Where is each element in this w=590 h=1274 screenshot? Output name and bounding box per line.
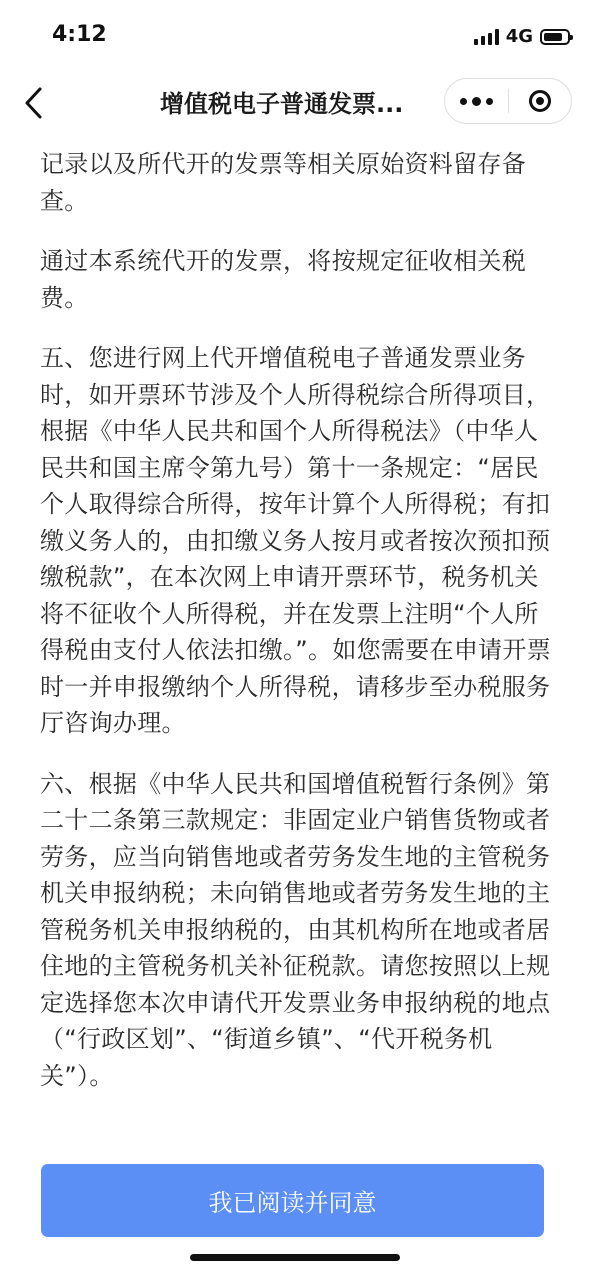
battery-icon — [540, 29, 570, 45]
battery-level — [544, 33, 562, 41]
target-circle-icon — [529, 90, 551, 112]
nav-bar — [0, 72, 590, 132]
home-indicator[interactable] — [190, 1254, 400, 1261]
status-bar — [0, 0, 590, 72]
agreement-content[interactable] — [40, 146, 554, 1118]
paragraph: 记录以及所代开的发票等相关原始资料留存备查。 — [40, 150, 526, 215]
back-button[interactable] — [20, 86, 50, 120]
page-title: 增值税电子普通发票... — [160, 90, 404, 118]
agree-button[interactable]: 我已阅读并同意 — [41, 1164, 544, 1237]
more-dots-icon — [460, 98, 467, 105]
more-button[interactable] — [445, 79, 508, 123]
paragraph: 通过本系统代开的发票，将按规定征收相关税费。 — [40, 247, 526, 312]
paragraph: 六、根据《中华人民共和国增值税暂行条例》第二十二条第三款规定：非固定业户销售货物或者劳务，应当向销售地或者劳务发生地的主管税务机关申报纳税；未向销售地或者劳务发生地的主管税务机关申报纳税的，由其机构所在地或者居住地的主管税务机关补征税款。请您按照以上规定选择您本次申请代开发票业务申报纳税的地点（“行政区划”、“街道乡镇”、“代开税务机关”）。 — [40, 769, 551, 1090]
signal-icon — [474, 29, 499, 45]
chevron-left-icon — [20, 86, 50, 120]
status-time: 4:12 — [52, 22, 107, 47]
paragraph: 五、您进行网上代开增值税电子普通发票业务时，如开票环节涉及个人所得税综合所得项目，根据《中华人民共和国个人所得税法》（中华人民共和国主席令第九号）第十一条规定：“居民个人取得综合所得，按年计算个人所得税；有扣缴义务人的，由扣缴义务人按月或者按次预扣预缴税款”，在本次网上申请开票环节，税务机关将不征收个人所得税，并在发票上注明“个人所得税由支付人依法扣缴。”。如您需要在申请开票时一并申报缴纳个人所得税，请移步至办税服务厅咨询办理。 — [40, 344, 552, 737]
network-type: 4G — [505, 26, 533, 47]
status-indicators — [474, 26, 570, 47]
mini-program-capsule — [444, 78, 572, 124]
close-mini-program-button[interactable] — [508, 79, 571, 123]
